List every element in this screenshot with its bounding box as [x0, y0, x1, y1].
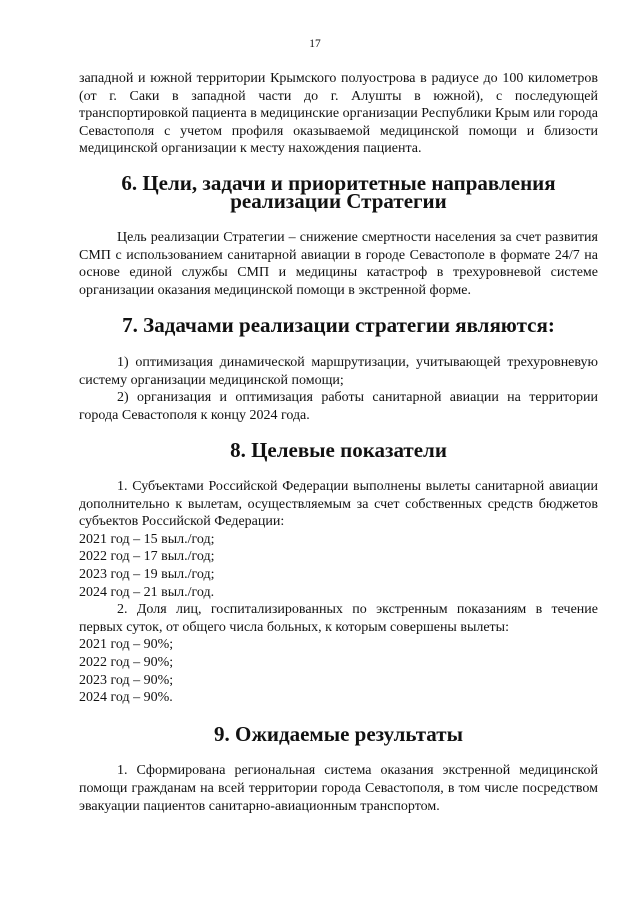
indicator-1-value-2023: 2023 год – 19 выл./год; [79, 567, 215, 583]
indicator-1-text: 1. Субъектами Российской Федерации выполнены вылеты санитарной авиации дополнительно к вылетам, осуществляемым за счет собственных средств бюджетов субъектов Российской Федерации: [79, 479, 598, 530]
document-body [79, 70, 598, 815]
task-item-2: 2) организация и оптимизация работы санитарной авиации на территории города Севастополя к концу 2024 года. [79, 390, 598, 423]
page-number: 17 [309, 38, 321, 50]
indicator-2-value-2023: 2023 год – 90%; [79, 672, 174, 688]
indicator-2-text: 2. Доля лиц, госпитализированных по экстренным показаниям в течение первых суток, от общего числа больных, к которым совершены вылеты: [79, 602, 598, 635]
section-9-paragraph: 1. Сформирована региональная система оказания экстренной медицинской помощи гражданам на всей территории города Севастополя, в том числе посредством эвакуации пациентов санитарно-авиационным транспортом. [79, 763, 598, 814]
section-6-heading: 6. Цели, задачи и приоритетные направления реализации Стратегии [121, 170, 556, 213]
indicator-1-value-2021: 2021 год – 15 выл./год; [79, 531, 215, 547]
indicator-2-value-2022: 2022 год – 90%; [79, 655, 174, 671]
indicator-2-values [79, 636, 598, 706]
intro-paragraph: западной и южной территории Крымского полуострова в радиусе до 100 километров (от г. Саки в западной части до г. Алушты в южной), с последующей транспортировкой пациента в медицинские организации Республики Крым или города Севастополя с учетом профиля оказываемой медицинской помощи и близости медицинской организации к месту нахождения пациента. [79, 71, 598, 157]
indicator-2-value-2021: 2021 год – 90%; [79, 637, 174, 653]
section-8-heading: 8. Целевые показатели [230, 437, 447, 462]
indicator-1-values [79, 531, 598, 601]
indicator-1-value-2022: 2022 год – 17 выл./год; [79, 549, 215, 565]
section-6-paragraph: Цель реализации Стратегии – снижение смертности населения за счет развития СМП с использованием санитарной авиации в городе Севастополе в формате 24/7 на основе единой службы СМП и медицины катастроф в трехуровневой системе организации оказания медицинской помощи в экстренной форме. [79, 230, 598, 298]
section-9-heading: 9. Ожидаемые результаты [214, 721, 463, 746]
section-7-heading: 7. Задачами реализации стратегии являются: [122, 312, 555, 337]
task-item-1: 1) оптимизация динамической маршрутизации, учитывающей трехуровневую систему организации медицинской помощи; [79, 355, 598, 388]
indicator-2-value-2024: 2024 год – 90%. [79, 690, 173, 706]
section-7-task-list [79, 354, 598, 424]
indicator-1-value-2024: 2024 год – 21 выл./год. [79, 584, 215, 600]
